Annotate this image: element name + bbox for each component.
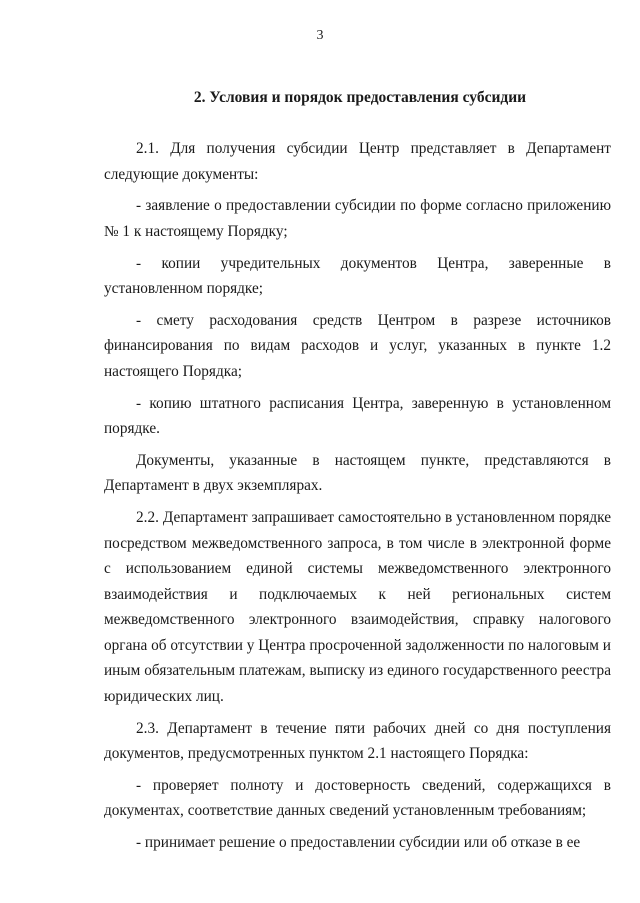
- section-heading: 2. Условия и порядок предоставления субсидии: [193, 89, 527, 106]
- paragraph-2-1: 2.1. Для получения субсидии Центр представляет в Департамент следующие документы:: [104, 140, 611, 183]
- paragraph-2-3: 2.3. Департамент в течение пяти рабочих дней со дня поступления документов, предусмотренных пунктом 2.1 настоящего Порядка:: [104, 719, 611, 763]
- list-item-verification: - проверяет полноту и достоверность сведений, содержащихся в документах, соответствие данных сведений установленным требованиям;: [104, 776, 611, 820]
- paragraph-copies: Документы, указанные в настоящем пункте, представляются в Департамент в двух экземплярах.: [104, 451, 611, 495]
- list-item-founding-docs: - копии учредительных документов Центра, заверенные в установленном порядке;: [104, 254, 611, 298]
- list-item-estimate: - смету расходования средств Центром в разрезе источников финансирования по видам расходов и услуг, указанных в пункте 1.2 настоящего Порядка;: [104, 311, 611, 380]
- list-item-application: - заявление о предоставлении субсидии по форме согласно приложению № 1 к настоящему Порядку;: [104, 197, 611, 240]
- document-body: [104, 136, 611, 862]
- page-number: 3: [316, 28, 324, 43]
- list-item-decision: - принимает решение о предоставлении субсидии или об отказе в ее: [136, 834, 581, 852]
- list-item-staff-schedule: - копию штатного расписания Центра, заверенную в установленном порядке.: [104, 394, 611, 438]
- paragraph-2-2: 2.2. Департамент запрашивает самостоятельно в установленном порядке посредством межведомственного запроса, в том числе в электронной форме с использованием единой системы межведомственного электронного взаимодействия и подключаемых к ней региональных систем межведомственного электронного взаимодействия, справку налогового органа об отсутствии у Центра просроченной задолженности по налоговым и иным обязательным платежам, выписку из единого государственного реестра юридических лиц.: [104, 509, 611, 705]
